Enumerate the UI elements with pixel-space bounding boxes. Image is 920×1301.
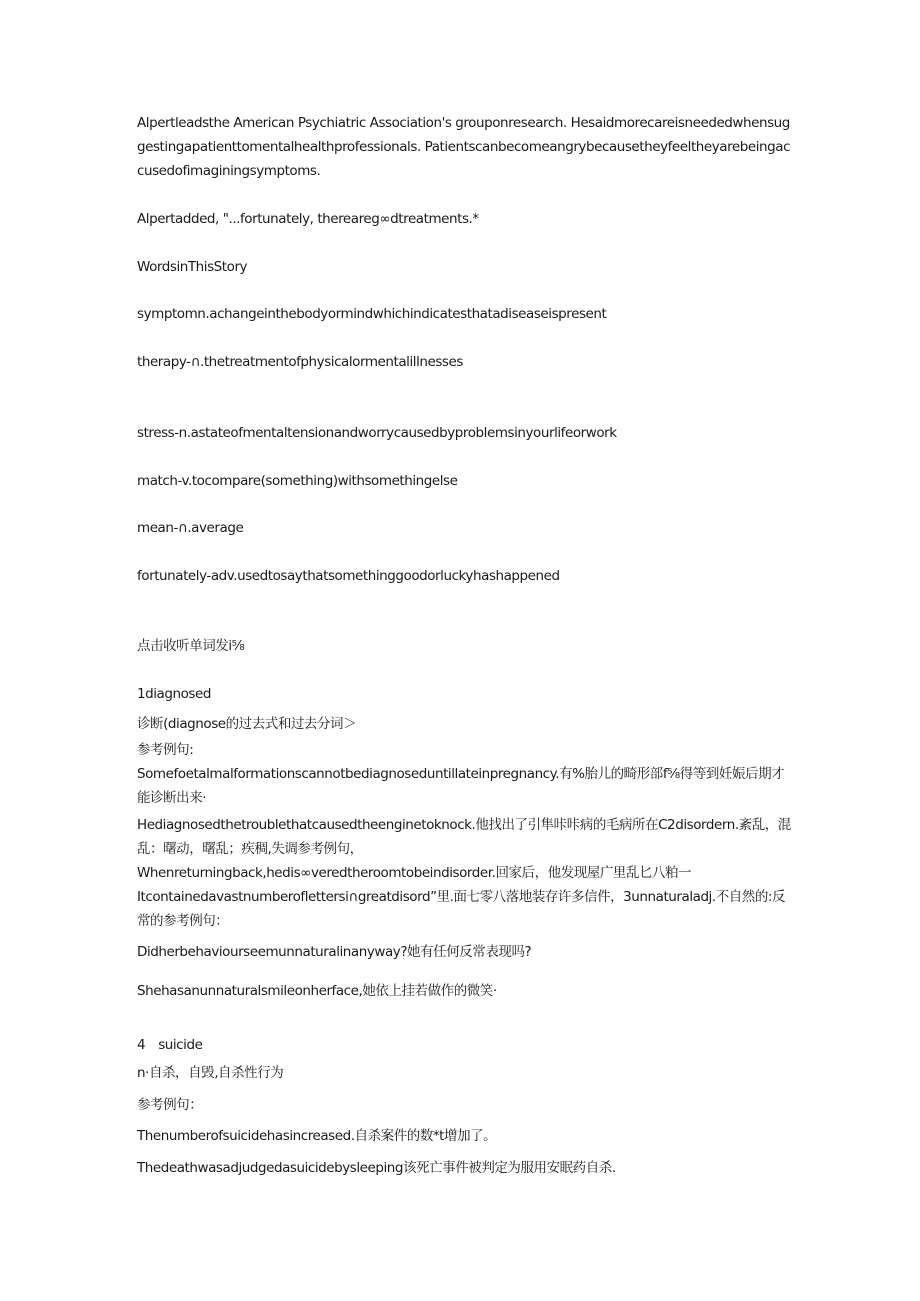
vocab-mean: mean-∩.average [137,520,244,536]
example-sentence: Whenreturningback,hedis∞veredtheroomtobeindisorder.回家后，他发现屋广里乱匕八粕一 [137,865,692,881]
vocab-therapy: therapy-∩.thetreatmentofphysicalormentalillnesses [137,354,463,370]
example-sentence: Shehasanunnaturalsmileonherface,她依上挂若做作的微笑· [137,983,497,999]
section-heading-words-in-this-story: WordsinThisStory [137,259,248,275]
example-label: 参考例句: [137,742,194,758]
example-sentence: Hediagnosedthetroublethatcausedtheenginetoknock.他找出了引隼咔咔病的毛病所在C2disordern.紊乱，混乱：曙动，曙乱；疾稠,失调参考例句， [137,817,791,857]
example-sentence: Somefoetalmalformationscannotbediagnoseduntillateinpregnancy.有%胎儿的畸形部f⅝得等到妊娠后期才能诊断出来· [137,766,785,806]
example-label: 参考例句： [137,1097,203,1113]
vocab-match: match-v.tocompare(something)withsomethingelse [137,473,458,489]
vocab-stress: stress-n.astateofmentaltensionandworrycausedbyproblemsinyourlifeorwork [137,425,617,441]
example-sentence: Thedeathwasadjudgedasuicidebysleeping该死亡事件被判定为服用安眠药自杀. [137,1160,616,1176]
vocab-fortunately: fortunately-adv.usedtosaythatsomethinggoodorluckyhashappened [137,568,560,584]
paragraph-alpert-added: Alpertadded, "...fortunately, thereareg∞dtreatments.* [137,211,479,227]
paragraph-alpert-research: Alpertleadsthe American Psychiatric Association's grouponresearch. Hesaidmorecareisneededwhensuggestingapatienttomentalhealthprofessionals. Patientscanbecomeangrybecausetheyfeeltheyarebeingaccusedofimaginingsymptoms. [137,115,791,179]
definition-diagnosed: 诊断(diagnose的过去式和过去分词＞ [137,716,357,732]
word-entry-diagnosed: 1diagnosed [137,686,211,702]
example-sentence: Itcontainedavastnumberoflettersi∩greatdisord”里.面七零八落地装存许多信件，3unnaturaladj.不自然的:反常的参考例句： [137,889,786,929]
definition-suicide: n·自杀，自毁,自杀性行为 [137,1065,284,1081]
vocab-symptom: symptomn.achangeinthebodyormindwhichindicatesthatadiseaseispresent [137,306,607,322]
listen-pronunciation-heading: 点击收听单词发i⅝ [137,638,245,654]
example-sentence: Didherbehaviourseemunnaturalinanyway?她有任何反常表现吗? [137,944,532,960]
example-sentence: Thenumberofsuicidehasincreased.自杀案件的数*t增加了。 [137,1128,497,1144]
word-entry-suicide: 4 suicide [137,1037,203,1053]
